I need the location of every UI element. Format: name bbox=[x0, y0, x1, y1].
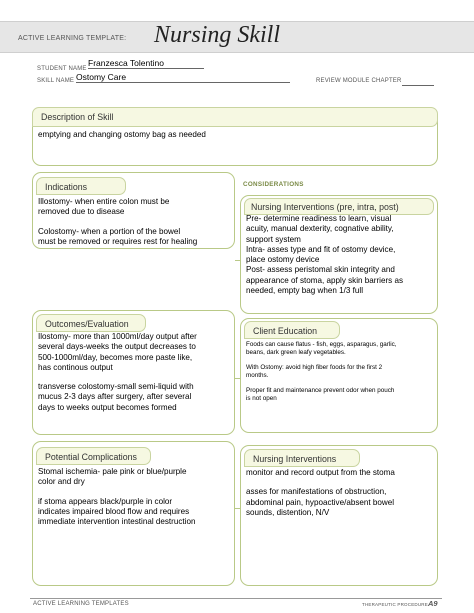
education-line: Proper fit and maintenance prevent odor when pouch bbox=[246, 387, 395, 394]
complications-line: if stoma appears black/purple in color bbox=[38, 496, 173, 506]
client-education-text bbox=[246, 341, 397, 403]
complications-line: immediate intervention intestinal destruction bbox=[38, 517, 196, 527]
intervention-line: support system bbox=[246, 234, 301, 244]
template-label: ACTIVE LEARNING TEMPLATE: bbox=[18, 35, 127, 42]
page-title: Nursing Skill bbox=[154, 22, 281, 48]
intervention-line: Pre- determine readiness to learn, visual bbox=[246, 214, 392, 223]
complications-line: Stomal ischemia- pale pink or blue/purple bbox=[38, 467, 187, 476]
indications-line: Illostomy- when entire colon must be bbox=[38, 197, 170, 206]
description-text: emptying and changing ostomy bag as needed bbox=[38, 130, 206, 139]
nursing-interventions-top-heading: Nursing Interventions (pre, intra, post) bbox=[244, 198, 434, 215]
connector-dash bbox=[235, 260, 240, 261]
complications-line: color and dry bbox=[38, 477, 85, 487]
connector-dash bbox=[235, 508, 240, 509]
intervention-line: sounds, distention, N/V bbox=[246, 507, 330, 517]
outcomes-line: 500-1000ml/day, becomes more paste like, bbox=[38, 352, 193, 362]
footer-right-label: THERAPEUTIC PROCEDURE bbox=[362, 602, 428, 607]
indications-line: removed due to disease bbox=[38, 207, 125, 217]
outcomes-line: mucus 2-3 days after surgery, after several bbox=[38, 392, 192, 402]
intervention-line: asses for manifestations of obstruction, bbox=[246, 487, 387, 497]
intervention-line: appearance of stoma, apply skin barriers as bbox=[246, 275, 404, 285]
outcomes-line: transverse colostomy-small semi-liquid with bbox=[38, 382, 194, 392]
intervention-line: abdominal pain, hypoactive/absent bowel bbox=[246, 497, 395, 507]
connector-dash bbox=[235, 378, 240, 379]
outcomes-line: has continous output bbox=[38, 362, 113, 372]
nursing-interventions-bottom-text bbox=[246, 468, 395, 518]
education-line: With Ostomy: avoid high fiber foods for the first 2 bbox=[246, 364, 383, 371]
indications-text bbox=[38, 197, 197, 247]
client-education-heading: Client Education bbox=[244, 321, 340, 339]
intervention-line: monitor and record output from the stoma bbox=[246, 468, 395, 477]
intervention-line: acuity, manual dexterity, cognative ability, bbox=[246, 224, 394, 234]
considerations-label: CONSIDERATIONS bbox=[243, 181, 304, 188]
outcomes-text bbox=[38, 332, 197, 413]
review-module-line bbox=[402, 85, 434, 86]
indications-line: Colostomy- when a portion of the bowel bbox=[38, 226, 181, 236]
indications-heading: Indications bbox=[36, 177, 126, 195]
intervention-line: needed, empty bag when 1/3 full bbox=[246, 286, 363, 296]
outcomes-heading: Outcomes/Evaluation bbox=[36, 314, 146, 332]
indications-line: must be removed or requires rest for healing bbox=[38, 236, 198, 246]
nursing-interventions-bottom-heading: Nursing Interventions bbox=[244, 449, 360, 467]
complications-text bbox=[38, 467, 195, 527]
footer-rule bbox=[30, 598, 442, 599]
education-line: Foods can cause flatus - fish, eggs, asparagus, garlic, bbox=[246, 341, 397, 348]
intervention-line: place ostomy device bbox=[246, 255, 320, 265]
education-line: is not open bbox=[246, 395, 277, 402]
footer-left: ACTIVE LEARNING TEMPLATES bbox=[33, 601, 129, 607]
outcomes-line: days to weeks output becomes formed bbox=[38, 402, 177, 412]
complications-heading: Potential Complications bbox=[36, 447, 151, 465]
student-name-label: STUDENT NAME bbox=[37, 66, 87, 72]
skill-name-label: SKILL NAME bbox=[37, 78, 75, 84]
intervention-line: Post- assess peristomal skin integrity and bbox=[246, 265, 395, 275]
education-line: beans, dark green leafy vegetables. bbox=[246, 349, 346, 356]
nursing-interventions-top-text bbox=[246, 214, 403, 296]
outcomes-line: Ilostomy- more than 1000ml/day output after bbox=[38, 332, 197, 341]
intervention-line: Intra- asses type and fit of ostomy device, bbox=[246, 244, 396, 254]
student-name-value: Franzesca Tolentino bbox=[88, 58, 204, 69]
description-heading: Description of Skill bbox=[32, 107, 438, 127]
page-number: A9 bbox=[428, 599, 438, 608]
education-line: months. bbox=[246, 372, 269, 379]
complications-line: indicates impaired blood flow and requires bbox=[38, 506, 190, 516]
skill-name-value: Ostomy Care bbox=[76, 72, 290, 83]
review-module-label: REVIEW MODULE CHAPTER bbox=[316, 78, 402, 84]
outcomes-line: several days-weeks the output decreases to bbox=[38, 342, 196, 352]
